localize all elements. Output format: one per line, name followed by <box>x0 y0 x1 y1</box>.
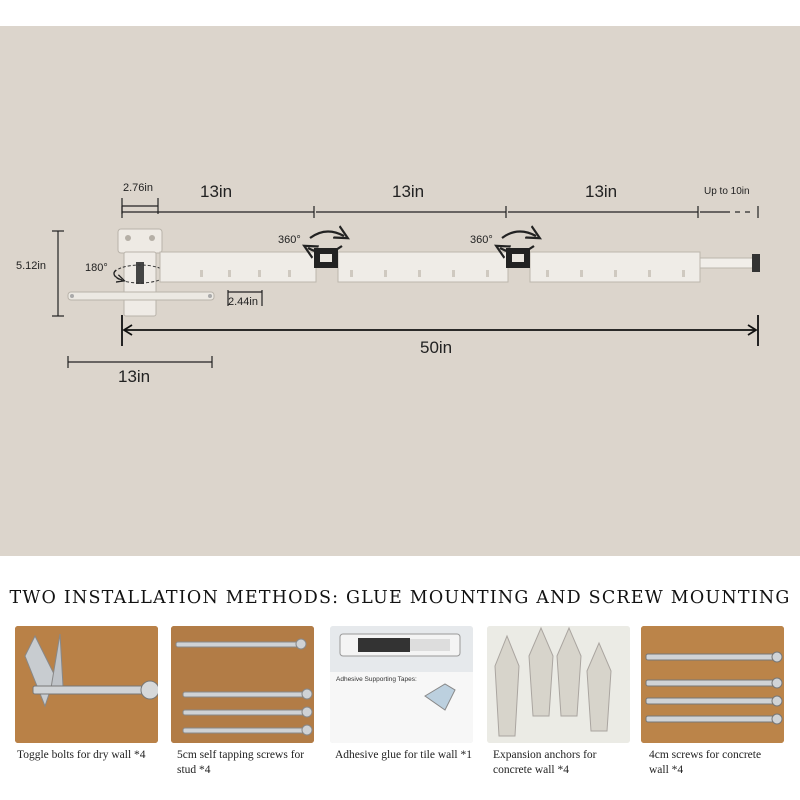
self-tapping-screws-caption: 5cm self tapping screws for stud *4 <box>177 749 305 776</box>
concrete-screws-caption: 4cm screws for concrete wall *4 <box>649 749 762 776</box>
product-diagram-panel <box>0 26 800 556</box>
adhesive-glue-caption: Adhesive glue for tile wall *1 <box>335 749 473 761</box>
bottom-cross-bar <box>68 292 214 300</box>
joint-1-rotation-label: 360° <box>278 234 301 246</box>
glue-box-title: Adhesive Supporting Tapes: <box>336 676 417 683</box>
installation-heading: TWO INSTALLATION METHODS: GLUE MOUNTING AND SCREW MOUNTING <box>9 588 791 608</box>
segment-1-label: 13in <box>200 182 233 201</box>
wall-mount-base <box>114 229 166 316</box>
anchor-icon <box>487 626 630 743</box>
toggle-bolt-icon <box>15 626 158 743</box>
height-label: 5.12in <box>16 260 46 272</box>
self-tapping-screws-image <box>171 626 314 743</box>
concrete-screws-image <box>641 626 784 743</box>
extension-label: Up to 10in <box>704 186 750 197</box>
screws-icon <box>171 626 314 743</box>
hook-spacing-label: 2.44in <box>228 296 258 308</box>
bar-length-label: 13in <box>118 367 151 386</box>
concrete-screws-icon <box>641 626 784 743</box>
joint-2-rotation-label: 360° <box>470 234 493 246</box>
segment-2-label: 13in <box>392 182 425 201</box>
adhesive-glue-image <box>330 626 473 743</box>
segment-3-label: 13in <box>585 182 618 201</box>
rack-arm <box>160 231 760 282</box>
toggle-bolts-image <box>15 626 158 743</box>
expansion-anchors-image <box>487 626 630 743</box>
base-rotation-label: 180° <box>85 262 108 274</box>
height-dimension-line <box>52 231 64 316</box>
expansion-anchors-caption: Expansion anchors for concrete wall *4 <box>493 749 597 776</box>
glue-tube-icon <box>330 626 473 743</box>
total-length-label: 50in <box>420 338 453 357</box>
toggle-bolts-caption: Toggle bolts for dry wall *4 <box>17 749 146 761</box>
drying-rack-diagram <box>0 26 800 556</box>
base-width-label: 2.76in <box>123 182 153 194</box>
